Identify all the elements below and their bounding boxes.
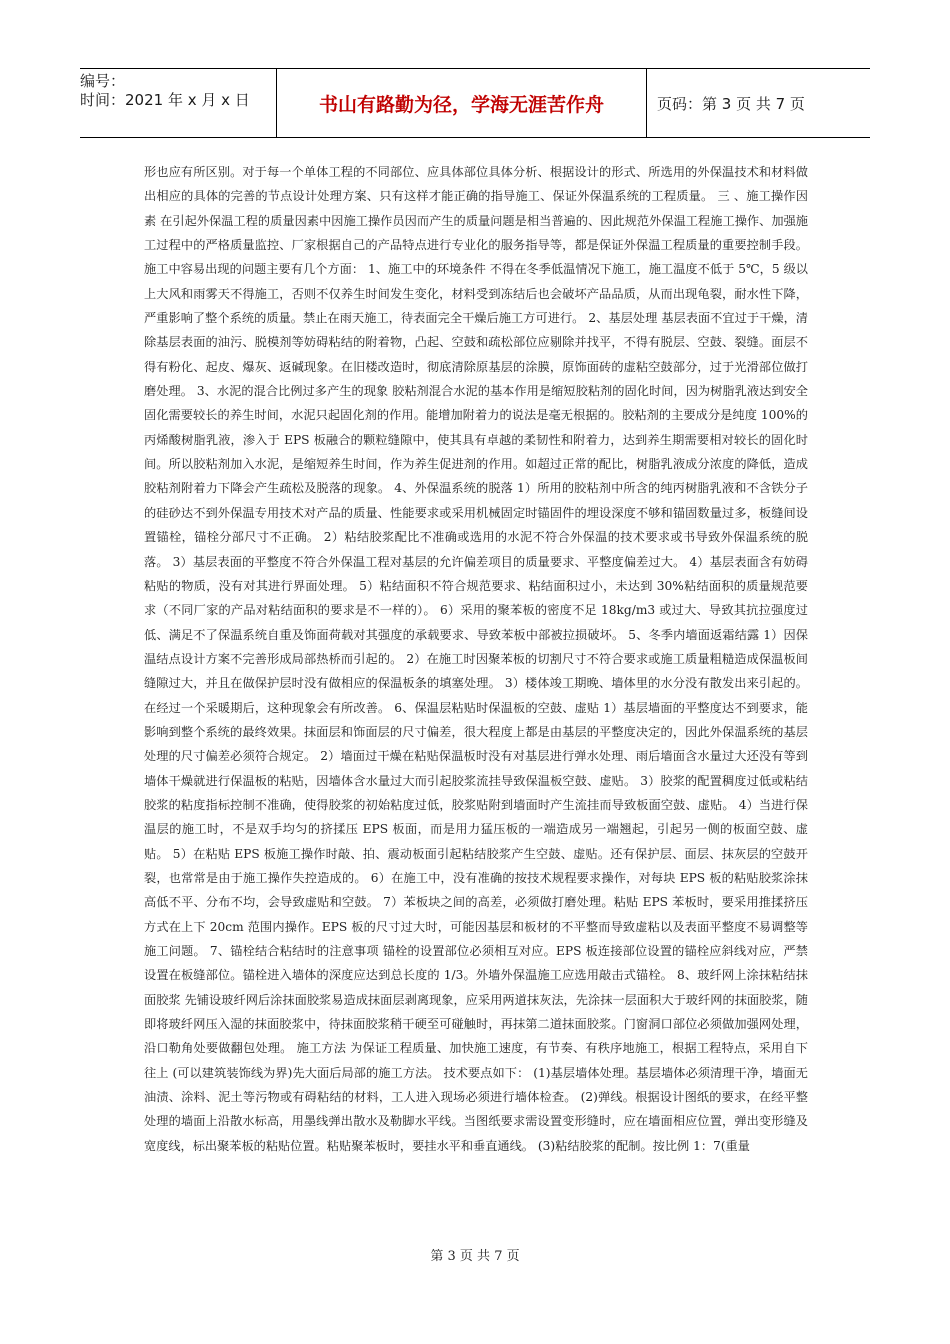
header-meta bbox=[80, 69, 277, 137]
document-date: 时间：2021 年 x 月 x 日 bbox=[80, 91, 250, 109]
document-body bbox=[144, 160, 808, 1158]
document-number-label: 编号： bbox=[80, 72, 126, 90]
header-page-info: 页码：第 3 页 共 7 页 bbox=[657, 94, 805, 113]
page-footer: 第 3 页 共 7 页 bbox=[430, 1249, 520, 1264]
page-header bbox=[80, 68, 870, 138]
header-motto: 书山有路勤为径，学海无涯苦作舟 bbox=[277, 69, 647, 137]
body-paragraph: 形也应有所区别。对于每一个单体工程的不同部位、应具体部位具体分析、根据设计的形式、所选用的外保温技术和材料做出相应的具体的完善的节点设计处理方案、只有这样才能正确的指导施工、保证外保温系统的工程质量。 三 、施工操作因素 在引起外保温工程的质量因素中因施工操作员因而产生的质量问题是相当普遍的、因此规范外保温工程施工操作、加强施工过程中的严格质量监控、厂家根据自己的产品特点进行专业化的服务指导等，都是保证外保温工程质量的重要控制手段。施工中容易出现的问题主要有几个方面： 1、施工中的环境条件 不得在冬季低温情况下施工，施工温度不低于 5℃，5 级以上大风和雨雾天不得施工，否则不仅养生时间发生变化，材料受到冻结后也会破坏产品品质，从而出现龟裂，耐水性下降，严重影响了整个系统的质量。禁止在雨天施工，待表面完全干燥后施工方可进行。 2、基层处理 基层表面不宜过于干燥，清除基层表面的油污、脱模剂等妨碍粘结的附着物，凸起、空鼓和疏松部位应剔除并找平，不得有脱层、空鼓、裂缝。面层不得有粉化、起皮、爆灰、返碱现象。在旧楼改造时，彻底清除原基层的涂膜，原饰面砖的虚粘空鼓部分，过于光滑部位做打磨处理。 3、水泥的混合比例过多产生的现象 胶粘剂混合水泥的基本作用是缩短胶粘剂的固化时间，因为树脂乳液达到安全固化需要较长的养生时间，水泥只起固化剂的作用。能增加附着力的说法是毫无根据的。胶粘剂的主要成分是纯度 100%的丙烯酸树脂乳液，渗入于 EPS 板融合的颗粒缝隙中，使其具有卓越的柔韧性和附着力，达到养生期需要相对较长的固化时间。所以胶粘剂加入水泥，是缩短养生时间，作为养生促进剂的作用。如超过正常的配比，树脂乳液成分浓度的降低，造成胶粘剂附着力下降会产生疏松及脱落的现象。 4、外保温系统的脱落 1）所用的胶粘剂中所含的纯丙树脂乳液和不含铁分子的硅砂达不到外保温专用技术对产品的质量、性能要求或采用机械固定时锚固件的埋设深度不够和锚固数量过多，板缝间设置锚栓，锚栓分部尺寸不正确。 2）粘结胶浆配比不准确或选用的水泥不符合外保温的技术要求或书导致外保温系统的脱落。 3）基层表面的平整度不符合外保温工程对基层的允许偏差项目的质量要求、平整度偏差过大。 4）基层表面含有妨碍粘贴的物质，没有对其进行界面处理。 5）粘结面积不符合规范要求、粘结面积过小，未达到 30%粘结面积的质量规范要求（不同厂家的产品对粘结面积的要求是不一样的）。 6）采用的聚苯板的密度不足 18kg/m3 或过大、导致其抗拉强度过低、满足不了保温系统自重及饰面荷载对其强度的承载要求、导致苯板中部被拉损破坏。 5、冬季内墙面返霜结露 1）因保温结点设计方案不完善形成局部热桥而引起的。 2）在施工时因聚苯板的切割尺寸不符合要求或施工质量粗糙造成保温板间缝隙过大，并且在做保护层时没有做相应的保温板条的填塞处理。 3）楼体竣工期晚、墙体里的水分没有散发出来引起的。在经过一个采暖期后，这种现象会有所改善。 6、保温层粘贴时保温板的空鼓、虚贴 1）基层墙面的平整度达不到要求，能影响到整个系统的最终效果。抹面层和饰面层的尺寸偏差，很大程度上都是由基层的平整度决定的，因此外保温系统的基层处理的尺寸偏差必须符合规定。 2）墙面过干燥在粘贴保温板时没有对基层进行弹水处理、雨后墙面含水量过大还没有等到墙体干燥就进行保温板的粘贴，因墙体含水量过大而引起胶浆流挂导致保温板空鼓、虚贴。 3）胶浆的配置稠度过低或粘结胶浆的粘度指标控制不准确，使得胶浆的初始粘度过低，胶浆贴附到墙面时产生流挂而导致板面空鼓、虚贴。 4）当进行保温层的施工时，不是双手均匀的挤揉压 EPS 板面，而是用力猛压板的一端造成另一端翘起，引起另一侧的板面空鼓、虚贴。 5）在粘贴 EPS 板施工操作时敲、拍、震动板面引起粘结胶浆产生空鼓、虚贴。还有保护层、面层、抹灰层的空鼓开裂，也常常是由于施工操作失控造成的。 6）在施工中，没有准确的按技术规程要求操作，对每块 EPS 板的粘贴胶浆涂抹高低不平、分布不均，会导致虚贴和空鼓。 7）苯板块之间的高差，必须做打磨处理。粘贴 EPS 苯板时，要采用推揉挤压方式在上下 20cm 范围内操作。EPS 板的尺寸过大时，可能因基层和板材的不平整而导致虚粘以及表面平整度不易调整等施工问题。 7、锚栓结合粘结时的注意事项 锚栓的设置部位必须相互对应。EPS 板连接部位设置的锚栓应斜线对应，严禁设置在板缝部位。锚栓进入墙体的深度应达到总长度的 1/3。外墙外保温施工应选用敲击式锚栓。 8、玻纤网上涂抹粘结抹面胶浆 先铺设玻纤网后涂抹面胶浆易造成抹面层剥离现象，应采用两道抹灰法，先涂抹一层面积大于玻纤网的抹面胶浆，随即将玻纤网压入湿的抹面胶浆中，待抹面胶浆稍干硬至可碰触时，再抹第二道抹面胶浆。门窗洞口部位必须做加强网处理，沿口勒角处要做翻包处理。 施工方法 为保证工程质量、加快施工速度，有节奏、有秩序地施工，根据工程特点，采用自下往上 (可以建筑装饰线为界)先大面后局部的施工方法。 技术要点如下： (1)基层墙体处理。基层墙体必须清理干净，墙面无油渍、涂料、泥土等污物或有碍粘结的材料，工人进入现场必须进行墙体检查。 (2)弹线。根据设计图纸的要求，在经平整处理的墙面上沿散水标高，用墨线弹出散水及勒脚水平线。当图纸要求需设置变形缝时，应在墙面相应位置，弹出变形缝及宽度线，标出聚苯板的粘贴位置。粘贴聚苯板时，要挂水平和垂直通线。 (3)粘结胶浆的配制。按比例 1：7(重量 bbox=[144, 165, 808, 1153]
